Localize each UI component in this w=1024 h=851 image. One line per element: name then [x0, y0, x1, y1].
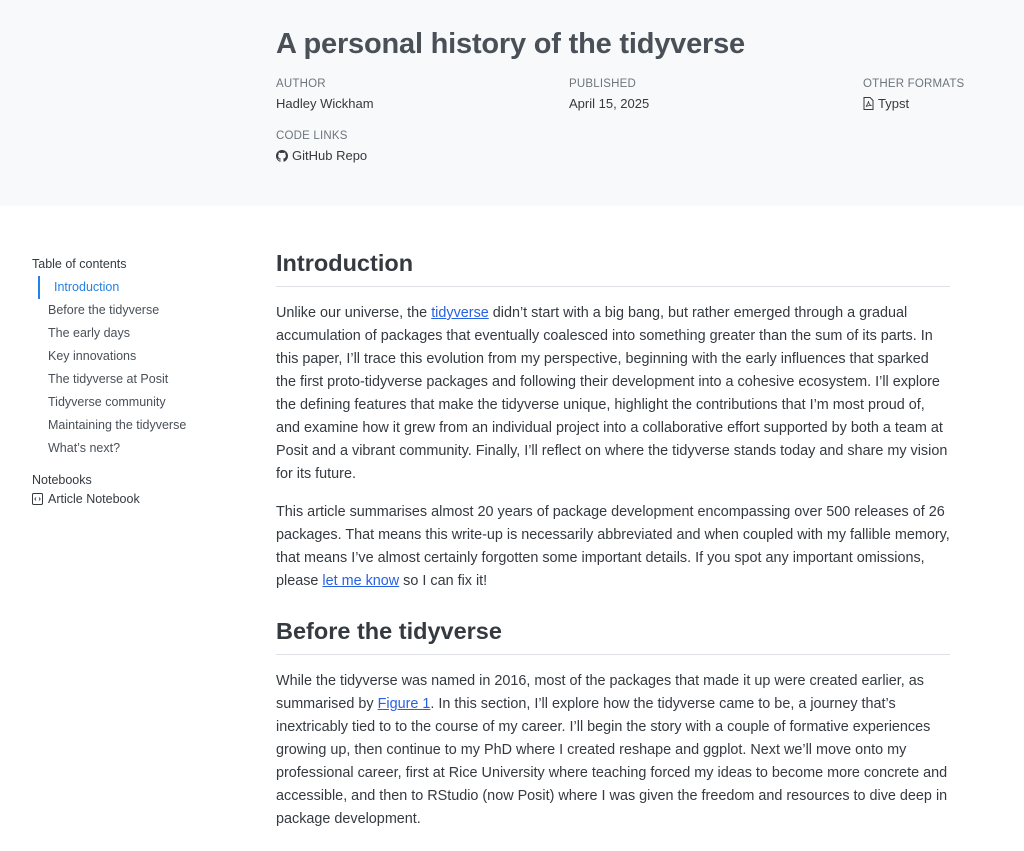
github-repo-link[interactable] [276, 148, 367, 163]
notebook-icon [32, 493, 43, 505]
introduction-heading: Introduction [276, 250, 950, 287]
toc-list [32, 276, 232, 460]
author-block [276, 78, 374, 111]
file-pdf-icon [863, 97, 874, 110]
other-formats-heading: OTHER FORMATS [863, 78, 965, 90]
github-icon [276, 150, 288, 162]
toc-item-maintaining-the-tidyverse[interactable]: Maintaining the tidyverse [48, 418, 187, 432]
intro-p2-text-b: so I can fix it! [399, 573, 488, 589]
toc-item-introduction[interactable]: Introduction [38, 276, 232, 299]
page-title: A personal history of the tidyverse [276, 28, 745, 60]
typst-format-link[interactable] [863, 96, 964, 111]
github-link-label[interactable]: GitHub Repo [292, 148, 368, 163]
intro-p2-text-a: This article summarises almost 20 years of package development encompassing over 500 releases of 26 packages. That means this write-up is necessarily abbreviated and when coupled with my fallible memory, that means I’ve almost certainly forgotten some important details. If you spot any important omissions, please [276, 504, 950, 589]
code-links-heading: CODE LINKS [276, 130, 348, 142]
toc-title: Table of contents [32, 257, 127, 271]
toc-item-before-the-tidyverse[interactable]: Before the tidyverse [48, 303, 160, 317]
figure-1-link[interactable]: Figure 1 [377, 696, 431, 712]
article-notebook-label[interactable]: Article Notebook [48, 492, 140, 506]
published-heading: PUBLISHED [569, 78, 636, 90]
let-me-know-link[interactable]: let me know [322, 573, 400, 589]
intro-p1-text-a: Unlike our universe, the [276, 305, 432, 321]
toc-item-whats-next[interactable]: What’s next? [48, 441, 121, 455]
before-p1-text-a: While the tidyverse was named in 2016, most of the packages that made it up were created earlier, as summarised by [276, 673, 924, 712]
tidyverse-link[interactable]: tidyverse [431, 305, 489, 321]
other-formats-block [863, 78, 964, 111]
intro-paragraph-1 [276, 302, 950, 486]
table-of-contents [32, 257, 232, 506]
toc-item-key-innovations[interactable]: Key innovations [48, 349, 137, 363]
intro-p1-text-b: didn’t start with a big bang, but rather emerged through a gradual accumulation of packages that eventually coalesced into something greater than the sum of its parts. In this paper, I’ll trace this evolution from my perspective, beginning with the early influences that sparked the first proto-tidyverse packages and following their development into a cohesive ecosystem. I’ll explore the defining features that make the tidyverse unique, highlight the contributions that I’m most proud of, and examine how it grew from an individual project into a collaborative effort supported by both a team at Posit and a vibrant community. Finally, I’ll reflect on where the tidyverse stands today and share my vision for its future. [276, 305, 948, 482]
published-block [569, 78, 649, 111]
before-the-tidyverse-heading: Before the tidyverse [276, 618, 950, 655]
toc-item-tidyverse-community[interactable]: Tidyverse community [48, 395, 166, 409]
before-paragraph-1 [276, 670, 950, 831]
published-date: April 15, 2025 [569, 96, 650, 111]
article-content [276, 250, 950, 831]
toc-item-the-early-days[interactable]: The early days [48, 326, 130, 340]
author-name: Hadley Wickham [276, 96, 374, 111]
notebooks-title: Notebooks [32, 473, 92, 487]
article-notebook-link[interactable] [32, 492, 232, 506]
intro-paragraph-2 [276, 501, 950, 593]
author-heading: AUTHOR [276, 78, 326, 90]
toc-item-tidyverse-at-posit[interactable]: The tidyverse at Posit [48, 372, 169, 386]
code-links-block [276, 130, 367, 163]
before-p1-text-b: . In this section, I’ll explore how the tidyverse came to be, a journey that’s inextricably tied to to the course of my career. I’ll begin the story with a couple of formative experiences growing up, then continue to my PhD where I created reshape and ggplot. Next we’ll move onto my professional career, first at Rice University where teaching forced my ideas to become more concrete and accessible, and then to RStudio (now Posit) where I was given the freedom and resources to dive deep in package development. [276, 696, 948, 827]
typst-link-label[interactable]: Typst [878, 96, 910, 111]
